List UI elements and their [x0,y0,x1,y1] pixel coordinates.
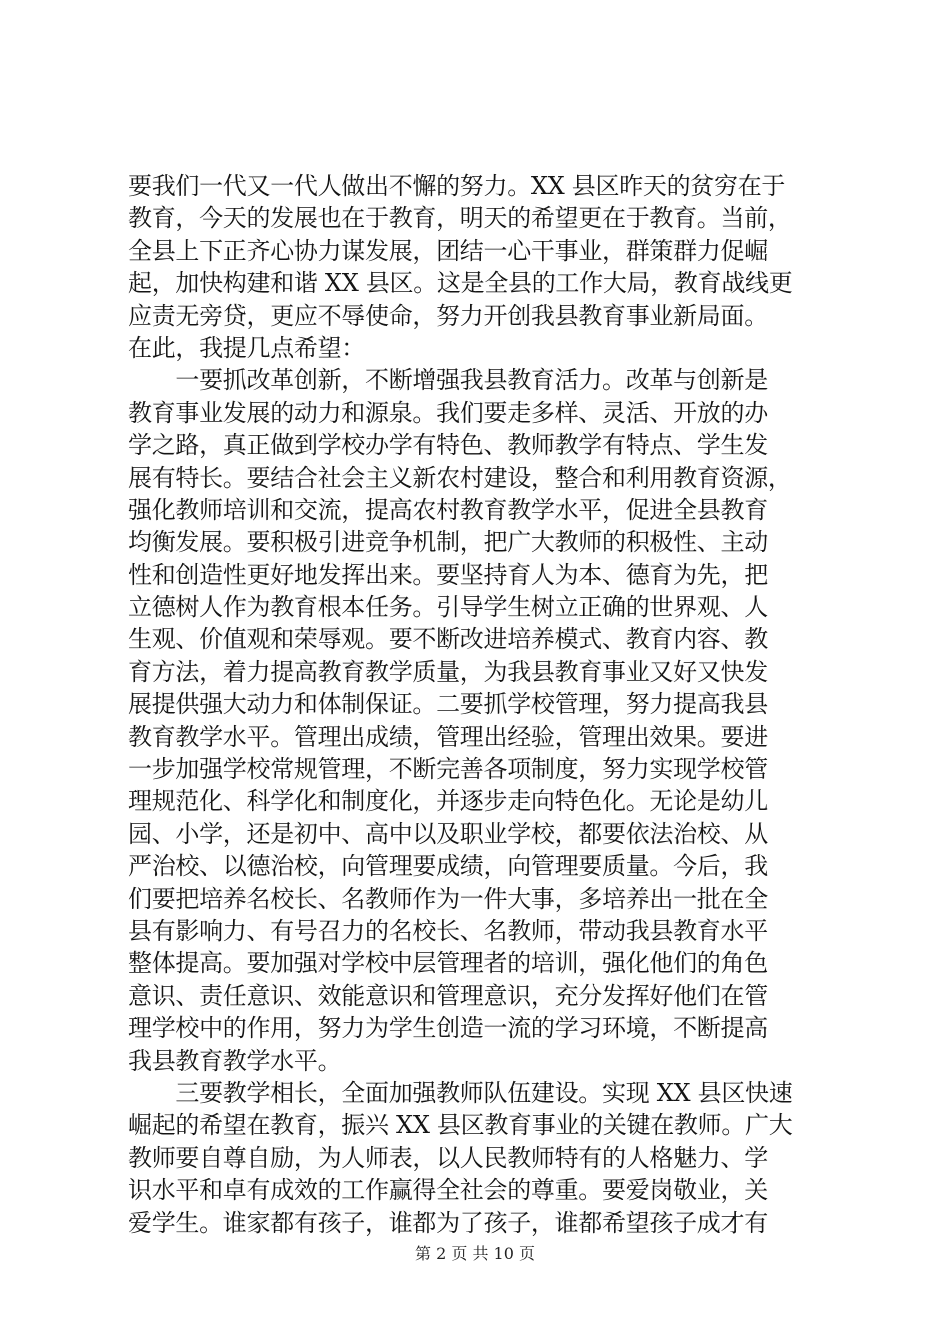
text-line: 识水平和卓有成效的工作赢得全社会的尊重。要爱岗敬业，关 [128,1176,768,1205]
text-line: 一要抓改革创新，不断增强我县教育活力。改革与创新是 [128,366,768,395]
text-line: 严治校、以德治校，向管理要成绩，向管理要质量。今后，我 [128,852,768,881]
text-line: 学之路，真正做到学校办学有特色、教师教学有特点、学生发 [128,431,768,460]
page-indicator: 第 2 页 共 10 页 [415,1244,535,1263]
text-line: 教育事业发展的动力和源泉。我们要走多样、灵活、开放的办 [128,398,768,427]
text-line: 理规范化、科学化和制度化，并逐步走向特色化。无论是幼儿 [128,787,768,816]
text-line: 均衡发展。要积极引进竞争机制，把广大教师的积极性、主动 [128,528,768,557]
text-line: 三要教学相长，全面加强教师队伍建设。实现 XX 县区快速 [128,1078,793,1107]
text-line: 起，加快构建和谐 XX 县区。这是全县的工作大局，教育战线更 [128,269,793,298]
text-line: 意识、责任意识、效能意识和管理意识，充分发挥好他们在管 [128,981,768,1010]
text-line: 整体提高。要加强对学校中层管理者的培训，强化他们的角色 [128,949,768,978]
text-line: 园、小学，还是初中、高中以及职业学校，都要依法治校、从 [128,819,768,848]
text-line: 教育教学水平。管理出成绩，管理出经验，管理出效果。要进 [128,722,768,751]
text-line: 理学校中的作用，努力为学生创造一流的学习环境，不断提高 [128,1014,768,1043]
text-line: 全县上下正齐心协力谋发展，团结一心干事业，群策群力促崛 [128,236,768,265]
text-line: 在此，我提几点希望： [128,333,365,362]
text-line: 立德树人作为教育根本任务。引导学生树立正确的世界观、人 [128,593,768,622]
text-line: 们要把培养名校长、名教师作为一件大事，多培养出一批在全 [128,884,768,913]
text-line: 展有特长。要结合社会主义新农村建设，整合和利用教育资源， [128,463,792,492]
text-line: 展提供强大动力和体制保证。二要抓学校管理，努力提高我县 [128,690,768,719]
text-line: 我县教育教学水平。 [128,1046,342,1075]
text-line: 县有影响力、有号召力的名校长、名教师，带动我县教育水平 [128,916,768,945]
text-line: 一步加强学校常规管理，不断完善各项制度，努力实现学校管 [128,755,768,784]
text-line: 生观、价值观和荣辱观。要不断改进培养模式、教育内容、教 [128,625,768,654]
text-line: 要我们一代又一代人做出不懈的努力。XX 县区昨天的贫穷在于 [128,172,786,200]
text-line: 爱学生。谁家都有孩子，谁都为了孩子，谁都希望孩子成才有 [128,1208,768,1237]
text-line: 强化教师培训和交流，提高农村教育教学水平，促进全县教育 [128,495,768,524]
body-text [128,170,838,1239]
text-line: 应责无旁贷，更应不辱使命，努力开创我县教育事业新局面。 [128,301,768,330]
text-line: 教育，今天的发展也在于教育，明天的希望更在于教育。当前， [128,204,792,233]
text-line: 性和创造性更好地发挥出来。要坚持育人为本、德育为先，把 [128,560,768,589]
page-footer [0,1244,950,1264]
text-line: 崛起的希望在教育，振兴 XX 县区教育事业的关键在教师。广大 [128,1111,793,1140]
text-line: 育方法，着力提高教育教学质量，为我县教育事业又好又快发 [128,657,768,686]
text-line: 教师要自尊自励，为人师表，以人民教师特有的人格魅力、学 [128,1143,768,1172]
